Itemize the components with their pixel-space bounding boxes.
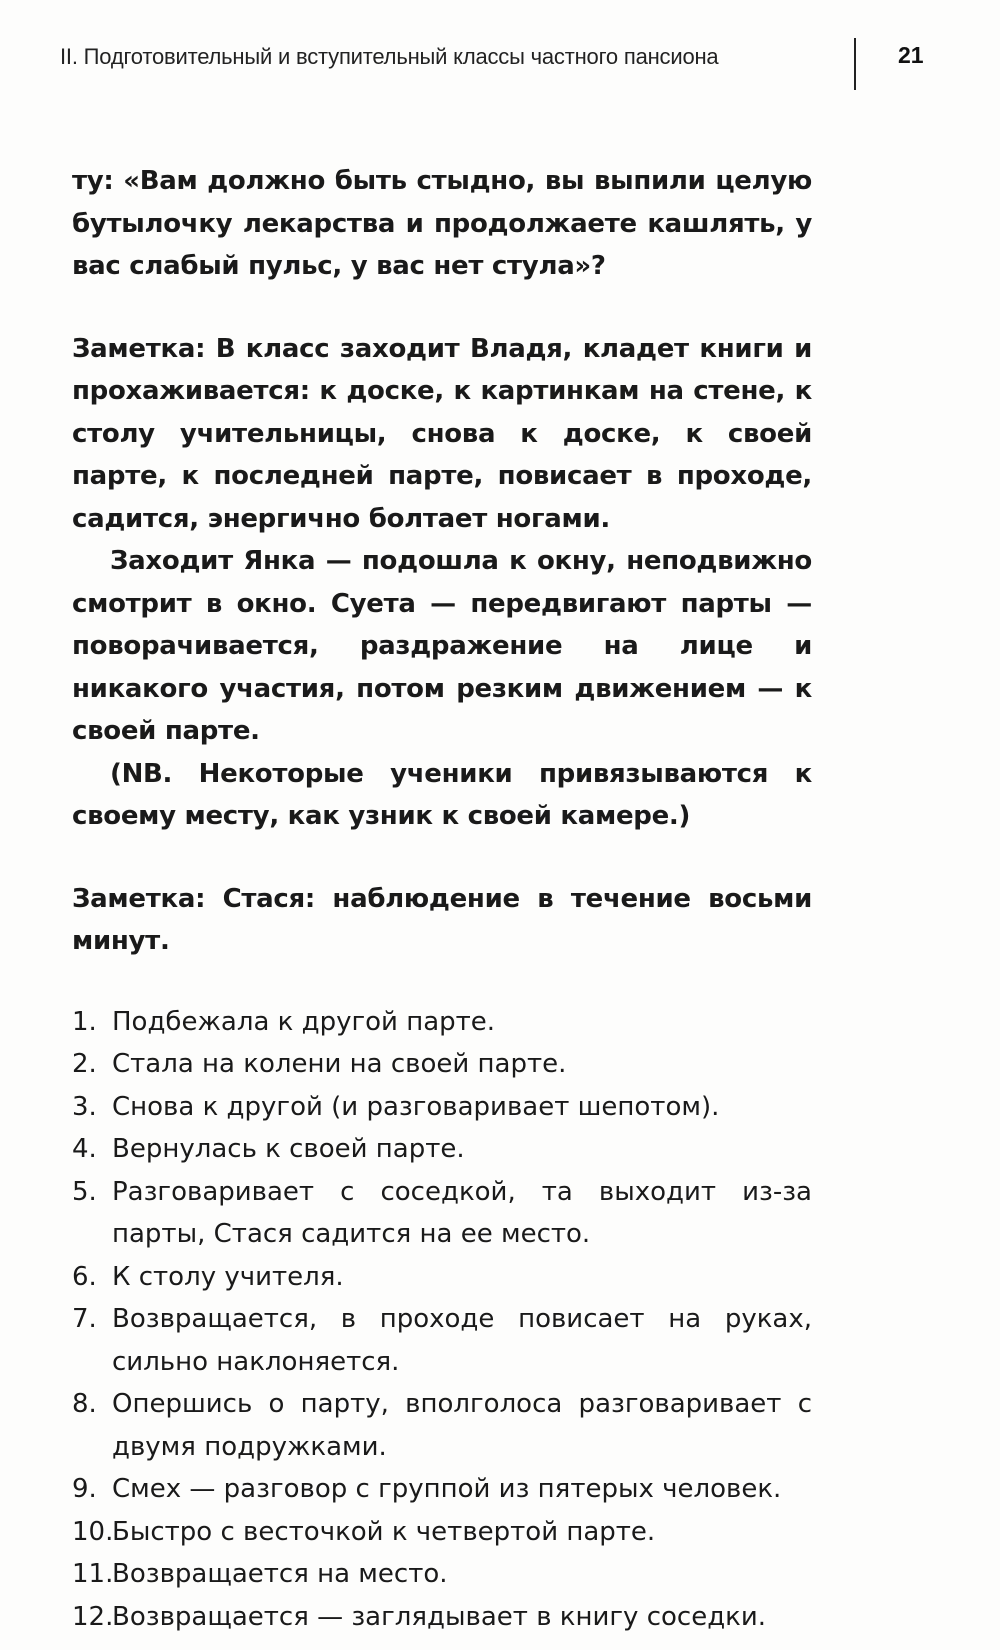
note-text: В класс заходит Владя, кладет книги и прохаживается: к доске, к картинкам на стене, к столу учительницы, снова к доске, к своей парте, к последней парте, повисает в проходе, садится, энергично болтает ногами. — [72, 333, 812, 534]
list-item — [72, 1043, 812, 1086]
list-item — [72, 1468, 812, 1511]
list-item — [72, 1128, 812, 1171]
list-item-number: 11. — [72, 1559, 114, 1589]
list-item-text: Возвращается на место. — [112, 1559, 448, 1589]
list-item — [72, 1383, 812, 1468]
list-item — [72, 1596, 812, 1639]
list-item-number: 10. — [72, 1516, 114, 1547]
list-item-number: 12. — [72, 1601, 114, 1632]
paragraph-nb: (NB. Некоторые ученики привязываются к своему месту, как узник к своей камере.) — [72, 758, 812, 831]
list-item-text: Быстро с весточкой к четвертой парте. — [112, 1516, 656, 1547]
list-item-text: Разговаривает с соседкой, та выходит из-за парты, Стася садится на ее место. — [112, 1176, 812, 1249]
list-item-number: 6. — [72, 1261, 97, 1292]
running-head: II. Подготовительный и вступительный классы частного пансиона — [60, 44, 719, 69]
header-divider — [854, 38, 856, 90]
observation-list — [72, 1001, 812, 1639]
note-text: Стася: наблюдение в течение восьми минут. — [72, 883, 812, 956]
paragraph-yanka: Заходит Янка — подошла к окну, неподвижно смотрит в окно. Суета — передвигают парты — поворачивается, раздражение на лице и никакого участия, потом резким движением — к своей парте. — [72, 546, 812, 746]
list-item-number: 1. — [72, 1006, 97, 1037]
list-item — [72, 1086, 812, 1129]
page-number: 21 — [898, 42, 924, 68]
page-body — [72, 160, 812, 1638]
list-item-text: Стала на колени на своей парте. — [112, 1049, 567, 1079]
spacer — [72, 838, 812, 878]
list-item-text: Подбежала к другой парте. — [112, 1006, 496, 1037]
list-item — [72, 1001, 812, 1044]
page-header — [60, 38, 940, 90]
spacer — [72, 963, 812, 1001]
list-item — [72, 1511, 812, 1554]
list-item-text: Возвращается, в проходе повисает на руках, сильно наклоняется. — [112, 1304, 812, 1377]
list-item — [72, 1171, 812, 1256]
list-item-text: К столу учителя. — [112, 1261, 344, 1292]
paragraph-continuation: ту: «Вам должно быть стыдно, вы выпили целую бутылочку лекарства и продолжаете кашлять, у вас слабый пульс, у вас нет стула»? — [72, 166, 812, 281]
note-label: Заметка: — [72, 883, 206, 914]
list-item-number: 3. — [72, 1091, 97, 1122]
list-item-text: Опершись о парту, вполголоса разговаривает с двумя подружками. — [112, 1389, 812, 1462]
list-item-text: Снова к другой (и разговаривает шепотом). — [112, 1091, 720, 1122]
list-item — [72, 1256, 812, 1299]
list-item-text: Вернулась к своей парте. — [112, 1134, 465, 1164]
note-vladya — [72, 328, 812, 541]
spacer — [72, 288, 812, 328]
list-item — [72, 1298, 812, 1383]
list-item-text: Возвращается — заглядывает в книгу соседки. — [112, 1601, 767, 1632]
list-item-number: 9. — [72, 1474, 97, 1504]
list-item-number: 4. — [72, 1134, 97, 1164]
note-label: Заметка: — [72, 333, 206, 364]
list-item-text: Смех — разговор с группой из пятерых человек. — [112, 1474, 782, 1504]
list-item-number: 5. — [72, 1176, 97, 1207]
list-item-number: 7. — [72, 1304, 97, 1334]
note-stasya — [72, 878, 812, 963]
list-item — [72, 1553, 812, 1596]
list-item-number: 8. — [72, 1389, 97, 1419]
list-item-number: 2. — [72, 1049, 97, 1079]
